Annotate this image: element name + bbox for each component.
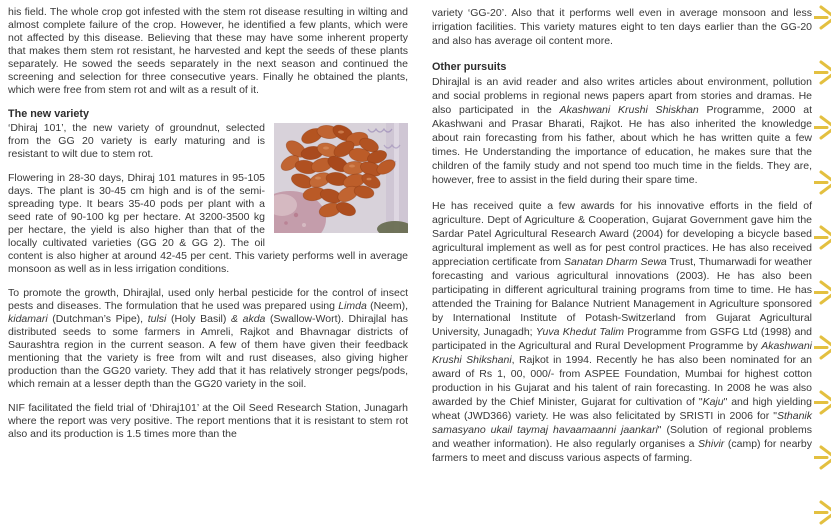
heading-the-new-variety: The new variety — [8, 108, 90, 120]
para-awards: He has received quite a few awards for his innovative efforts in the field of agriculture. Dept of Agriculture & Cooperation, Gujarat Government gave him the Sardar Patel Agricultural Research Award (2004) for developing a bicycle based agricultural implement as well as for pest control practices. He has also received appreciation certificate from Sanatan Dharm Sewa Trust, Thumarwadi for weather forecasting and various agricultural innovations (2003). He has also been participating in different agricultural training programs from time to time. He has attended the Training for Balance Nutrient Management in Agriculture sponsored by International Institute of Potash-Switzerland from Gujarat Agricultural University, Junagadh; Yuva Khedut Talim Programme from GSFG Ltd (1998) and participated in the Agricultural and Rural Development Programme by Akashwani Krushi Shikshani, Rajkot in 1994. Recently he has also been nominated for an award of Rs 1, 00, 000/- from ASPEE Foundation, Mumbai for highest cotton production in his Gujarat and his talent of rain forecasting. In 2008 he was also awarded by the Chief Minister, Gujarat for cultivation of "Kaju" and high yielding wheat (JWD366) variety. He was also felicitated by SRISTI in 2006 for "Sthanik samasyano ukail taymaj havaamaanni jaankari" (Solution of regional problems and weather information). He also regularly organises a Shivir (camp) for nearby farmers to meet and discuss various aspects of farming. — [432, 200, 813, 464]
chevron-arrow-icon — [814, 4, 831, 31]
para-stem-rot-history: his field. The whole crop got infested with the stem rot disease resulting in wilting and almost complete failure of the crop. However, he identified a few plants, which were not affected by this disease. Believing that these may have some inherent property that makes them stem rot resistant, he harvested and kept the seeds of these plants separately. He sowed the seeds separately in the next season and continued the screening and selection for three consecutive years. Finally he obtained the plants, which were free from stem rot and wilt as a result of it. — [8, 6, 408, 96]
heading-other-pursuits: Other pursuits — [432, 61, 507, 73]
chevron-arrow-icon — [814, 389, 831, 416]
chevron-arrow-icon — [814, 499, 831, 526]
left-column — [8, 6, 408, 452]
chevron-arrow-icon — [814, 169, 831, 196]
chevron-arrow-icon — [814, 224, 831, 251]
chevron-arrow-icon — [814, 334, 831, 361]
chevron-arrow-icon — [814, 279, 831, 306]
chevron-arrow-icon — [814, 444, 831, 471]
para-dhiraj-101-intro: ‘Dhiraj 101’, the new variety of groundnut, selected from the GG 20 variety is early maturing and is resistant to wilt due to stem rot. — [8, 122, 265, 160]
para-agronomic-details: Flowering in 28-30 days, Dhiraj 101 matures in 95-105 days. The plant is 30-45 cm high and is of the semi-spreading type. It bears 35-40 pods per plant with a seed rate of 90-100 kg per hectare. At 3200-3500 kg per hectare, the yield is also higher than that of the locally cultivated varieties (GG 20 & GG 2). The oil content is also higher at around 42-45 per cent. This variety performs well in average monsoon as well as in less irrigation conditions. — [8, 172, 408, 275]
right-column — [432, 6, 812, 477]
para-nif-field-trial: NIF facilitated the field trial of ‘Dhiraj101’ at the Oil Seed Research Station, Junagarh where the report was very positive. The report mentions that it is resistant to stem rot also and its production is 1.5 times more than the — [8, 402, 408, 440]
chevron-arrow-icon — [814, 59, 831, 86]
para-reading-writing: Dhirajlal is an avid reader and also writes articles about environment, pollution and social problems in regional news papers apart from stories and dramas. He also participated in the Akashwani Krushi Shiskhan Programme, 2000 at Akashwani and Prasar Bharati, Rajkot. He has also inherited the knowledge about rain forecasting from his father, about which he has written quite a few times. He Understanding the importance of education, he makes sure that the children of the family study and not spend too much time in the fields. They are, however, free to assist in the field during their spare time. — [432, 76, 812, 186]
para-herbal-pesticide: To promote the growth, Dhirajlal, used only herbal pesticide for the control of insect pests and diseases. The formulation that he used was prepared using Limda (Neem), kidamari (Dutchman’s Pipe), tulsi (Holy Basil) & akda (Swallow-Wort). Dhirajlal has distributed seeds to some farmers in Amreli, Rajkot and Bhavnagar districts of Saurashtra region in the current season. A few of them have given their feedback mentioning that the variety is free from wilt and rust diseases, also giving higher production than the GG20 variety. They add that it has relatively stronger pegs/pods, which remain at a lesser depth than the GG20 variety in the soil. — [8, 287, 408, 390]
chevron-arrow-icon — [814, 114, 831, 141]
para-gg20-comparison: variety ‘GG-20’. Also that it performs well even in average monsoon and less irrigation facilities. This variety matures eight to ten days earlier than the GG-20 and also has average oil content more. — [432, 7, 812, 47]
groundnut-photo — [274, 123, 408, 233]
